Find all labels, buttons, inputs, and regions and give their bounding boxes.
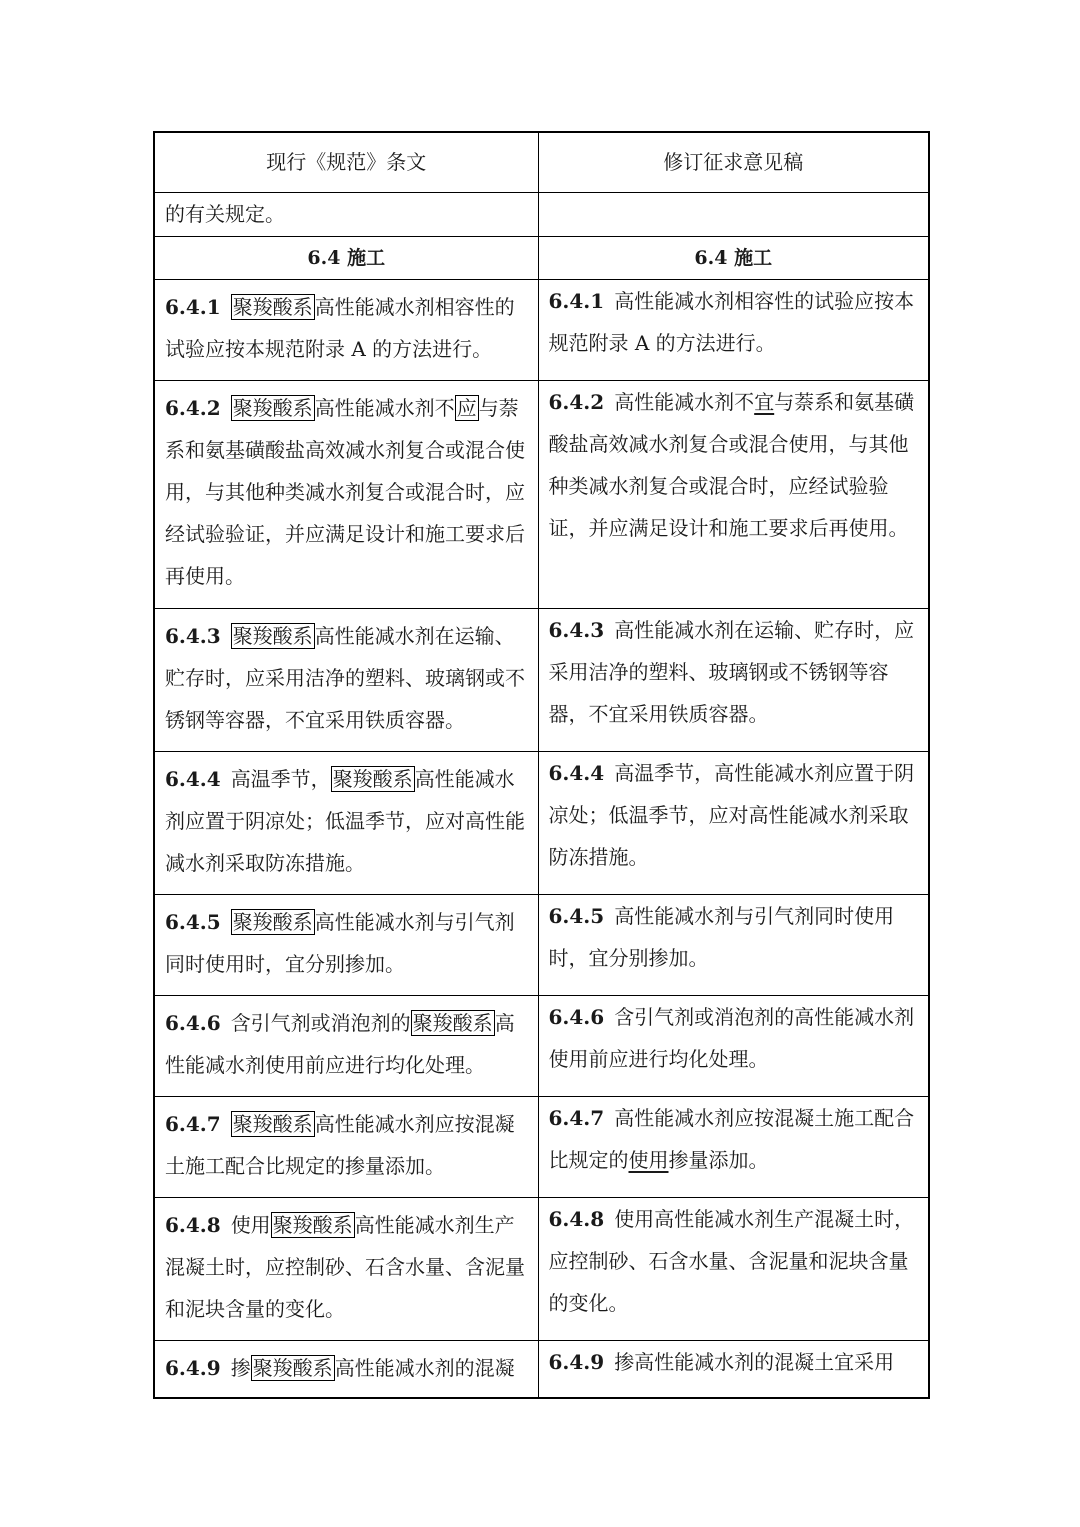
clause-number: 6.4.1: [165, 294, 221, 319]
clause-number: 6.4.5: [548, 903, 605, 928]
clause-row: [154, 1096, 929, 1197]
continuation-right: [538, 192, 929, 236]
section-row: [154, 236, 929, 279]
clause-row: [154, 279, 929, 380]
clause-revised: 6.4.7 高性能减水剂应按混凝土施工配合比规定的使用掺量添加。: [538, 1096, 929, 1197]
header-revision-draft: 修订征求意见稿: [538, 132, 929, 192]
boxed-term: 聚羧酸系: [252, 1355, 333, 1380]
comparison-table: [153, 131, 930, 1399]
boxed-term: 聚羧酸系: [272, 1212, 353, 1237]
clause-revised: 6.4.2 高性能减水剂不宜与萘系和氨基磺酸盐高效减水剂复合或混合使用，与其他种类减水剂复合或混合时，应经试验验证，并应满足设计和施工要求后再使用。: [538, 380, 929, 608]
boxed-term: 应: [456, 395, 477, 420]
clause-number: 6.4.4: [548, 760, 605, 785]
section-title-left: 6.4 施工: [154, 236, 538, 279]
clause-number: 6.4.2: [548, 389, 605, 414]
clause-number: 6.4.7: [165, 1111, 221, 1136]
clause-row: [154, 608, 929, 751]
header-row: [154, 132, 929, 192]
clause-number: 6.4.2: [165, 395, 221, 420]
clause-number: 6.4.8: [165, 1212, 221, 1237]
boxed-term: 聚羧酸系: [232, 1111, 313, 1136]
boxed-term: 聚羧酸系: [232, 294, 313, 319]
clause-row: [154, 380, 929, 608]
clause-current: 6.4.4 高温季节， 聚羧酸系 高性能减水剂应置于阴凉处；低温季节，应对高性能减水剂采取防冻措施。: [154, 751, 538, 894]
boxed-term: 聚羧酸系: [412, 1010, 493, 1035]
clause-revised: 6.4.1 高性能减水剂相容性的试验应按本规范附录 A 的方法进行。: [538, 279, 929, 380]
clause-number: 6.4.8: [548, 1206, 605, 1231]
underlined-change: 宜: [754, 389, 775, 414]
clause-row: [154, 751, 929, 894]
clause-number: 6.4.3: [548, 617, 605, 642]
clause-current: 6.4.2 聚羧酸系 高性能减水剂不 应 与萘系和氨基磺酸盐高效减水剂复合或混合使用，与其他种类减水剂复合或混合时，应经试验验证，并应满足设计和施工要求后再使用。: [154, 380, 538, 608]
clause-row: [154, 1197, 929, 1340]
clause-number: 6.4.9: [165, 1355, 221, 1380]
clause-current: 6.4.5 聚羧酸系 高性能减水剂与引气剂同时使用时，宜分别掺加。: [154, 894, 538, 995]
clause-row: [154, 995, 929, 1096]
boxed-term: 聚羧酸系: [332, 766, 413, 791]
continuation-left: 的有关规定。: [154, 192, 538, 236]
clause-revised: 6.4.5 高性能减水剂与引气剂同时使用时，宜分别掺加。: [538, 894, 929, 995]
clause-row: [154, 894, 929, 995]
clause-revised: 6.4.8 使用高性能减水剂生产混凝土时，应控制砂、石含水量、含泥量和泥块含量的变化。: [538, 1197, 929, 1340]
clause-revised: 6.4.4 高温季节，高性能减水剂应置于阴凉处；低温季节，应对高性能减水剂采取防冻措施。: [538, 751, 929, 894]
clause-revised: 6.4.6 含引气剂或消泡剂的高性能减水剂使用前应进行均化处理。: [538, 995, 929, 1096]
clause-current: 6.4.3 聚羧酸系 高性能减水剂在运输、贮存时，应采用洁净的塑料、玻璃钢或不锈钢等容器，不宜采用铁质容器。: [154, 608, 538, 751]
clause-current: 6.4.6 含引气剂或消泡剂的 聚羧酸系 高性能减水剂使用前应进行均化处理。: [154, 995, 538, 1096]
clause-revised: 6.4.3 高性能减水剂在运输、贮存时，应采用洁净的塑料、玻璃钢或不锈钢等容器，不宜采用铁质容器。: [538, 608, 929, 751]
clause-number: 6.4.5: [165, 909, 221, 934]
clause-number: 6.4.6: [165, 1010, 221, 1035]
clause-current: 6.4.1 聚羧酸系 高性能减水剂相容性的试验应按本规范附录 A 的方法进行。: [154, 279, 538, 380]
clause-number: 6.4.7: [548, 1105, 605, 1130]
clause-current: 6.4.7 聚羧酸系 高性能减水剂应按混凝土施工配合比规定的掺量添加。: [154, 1096, 538, 1197]
clause-number: 6.4.6: [548, 1004, 605, 1029]
underlined-change: 使用: [628, 1147, 669, 1172]
clause-revised: 6.4.9 掺高性能减水剂的混凝土宜采用: [538, 1340, 929, 1398]
clause-number: 6.4.1: [548, 288, 605, 313]
continuation-row: [154, 192, 929, 236]
boxed-term: 聚羧酸系: [232, 623, 313, 648]
boxed-term: 聚羧酸系: [232, 909, 313, 934]
header-current-clause: 现行《规范》条文: [154, 132, 538, 192]
clause-number: 6.4.9: [548, 1349, 605, 1374]
clause-current: 6.4.8 使用 聚羧酸系 高性能减水剂生产混凝土时，应控制砂、石含水量、含泥量和泥块含量的变化。: [154, 1197, 538, 1340]
section-title-right: 6.4 施工: [538, 236, 929, 279]
clause-number: 6.4.4: [165, 766, 221, 791]
clause-number: 6.4.3: [165, 623, 221, 648]
clause-current: 6.4.9 掺 聚羧酸系 高性能减水剂的混凝: [154, 1340, 538, 1398]
clause-row: [154, 1340, 929, 1398]
boxed-term: 聚羧酸系: [232, 395, 313, 420]
